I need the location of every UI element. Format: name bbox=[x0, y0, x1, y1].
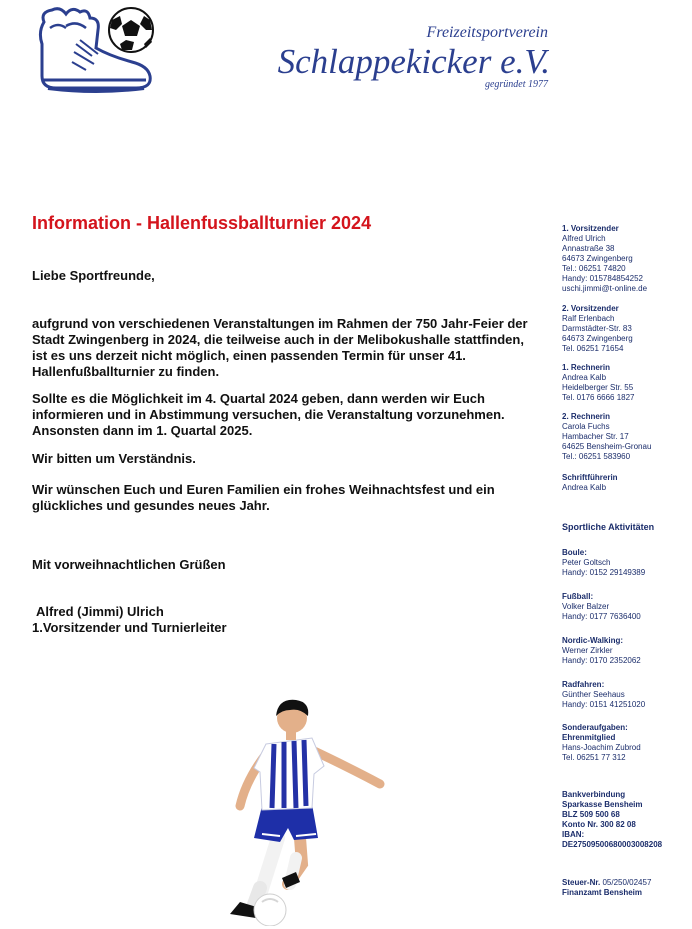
special-tasks: Sonderaufgaben: Ehrenmitglied Hans-Joachim Zubrod Tel. 06251 77 312 bbox=[562, 723, 641, 762]
closing: Mit vorweihnachtlichen Grüßen bbox=[32, 557, 226, 572]
activity-nordic-walking: Nordic-Walking: Werner Zirkler Handy: 0170 2352062 bbox=[562, 636, 641, 665]
activities-title: Sportliche Aktivitäten bbox=[562, 522, 655, 532]
football-player-illustration bbox=[200, 688, 420, 926]
treasurer-1: 1. Rechnerin Andrea Kalb Heidelberger Str. 55 Tel. 0176 6666 1827 bbox=[562, 363, 635, 402]
bank-details: Bankverbindung Sparkasse Bensheim BLZ 509 500 68 Konto Nr. 300 82 08 IBAN: DE27509500680003008208 bbox=[562, 790, 690, 850]
email-link[interactable]: uschi.jimmi@t-online.de bbox=[562, 284, 648, 293]
letter-title: Information - Hallenfussballturnier 2024 bbox=[32, 213, 372, 233]
letter-body bbox=[32, 212, 532, 635]
club-logo bbox=[36, 4, 158, 96]
board-member-1: 1. Vorsitzender Alfred Ulrich Annastraße 38 64673 Zwingenberg Tel.: 06251 74820 Handy: 015784854252 uschi.jimmi@t-online.de bbox=[562, 224, 690, 294]
activity-football: Fußball: Volker Balzer Handy: 0177 7636400 bbox=[562, 592, 641, 621]
paragraph-1: aufgrund von verschiedenen Veranstaltungen im Rahmen der 750 Jahr-Feier der Stadt Zwingenberg in 2024, die teilweise auch in der Melibokushalle stattfinden, ist es uns derzeit nicht möglich, einen passenden Termin für unser 41. Hallenfußballturnier zu finden. bbox=[32, 316, 528, 379]
paragraph-4: Wir wünschen Euch und Euren Familien ein frohes Weihnachtsfest und ein glückliches und gesundes neues Jahr. bbox=[32, 482, 495, 513]
signer-name: Alfred (Jimmi) Ulrich bbox=[36, 604, 164, 619]
iban-value: DE27509500680003008208 bbox=[562, 840, 663, 849]
treasurer-2: 2. Rechnerin Carola Fuchs Hambacher Str. 17 64625 Bensheim-Gronau Tel.: 06251 583960 bbox=[562, 412, 652, 461]
signer-role: 1.Vorsitzender und Turnierleiter bbox=[32, 620, 227, 635]
org-founded: gegründet 1977 bbox=[484, 79, 548, 90]
tax-details: Steuer-Nr. 05/250/02457 Finanzamt Bensheim bbox=[562, 878, 652, 897]
paragraph-3: Wir bitten um Verständnis. bbox=[32, 451, 196, 466]
org-subtitle: Freizeitsportverein bbox=[426, 24, 548, 41]
board-member-2: 2. Vorsitzender Ralf Erlenbach Darmstädter-Str. 83 64673 Zwingenberg Tel. 06251 71654 bbox=[562, 304, 633, 353]
paragraph-2: Sollte es die Möglichkeit im 4. Quartal 2024 geben, dann werden wir Euch informieren und in Abstimmung versuchen, die Veranstaltung vorzunehmen. Ansonsten dann im 1. Quartal 2025. bbox=[32, 391, 505, 438]
football-icon bbox=[109, 8, 153, 52]
org-name: Schlappekicker e.V. bbox=[277, 42, 550, 81]
activity-boule: Boule: Peter Goltsch Handy: 0152 29149389 bbox=[562, 548, 646, 577]
secretary: Schriftführerin Andrea Kalb bbox=[562, 473, 618, 492]
activity-cycling: Radfahren: Günther Seehaus Handy: 0151 41251020 bbox=[562, 680, 646, 709]
salutation: Liebe Sportfreunde, bbox=[32, 268, 155, 283]
